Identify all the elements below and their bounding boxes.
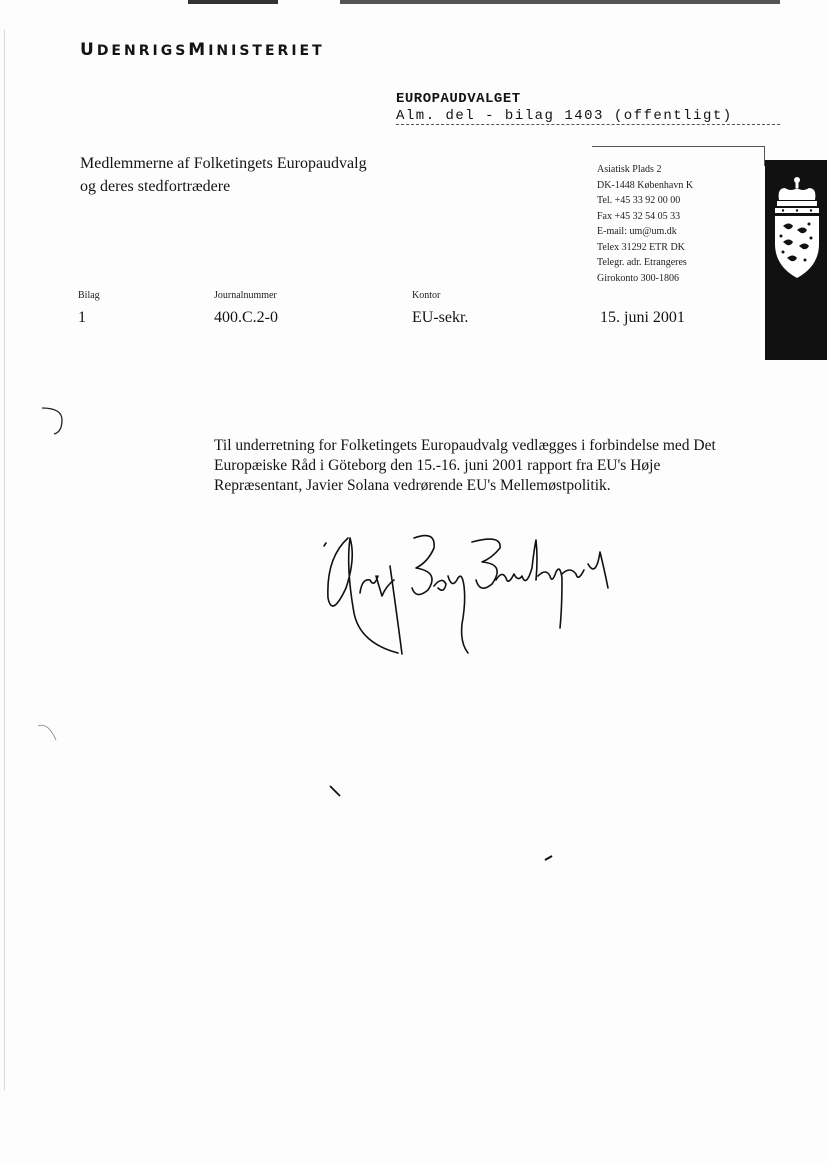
- recipient-block: [80, 152, 367, 198]
- ministry-initial2: M: [188, 40, 209, 60]
- address-line: Asiatisk Plads 2: [597, 164, 662, 175]
- scan-edge-top-right: [340, 0, 780, 4]
- committee-stamp: [396, 91, 733, 124]
- kontor-value: EU-sekr.: [412, 309, 469, 326]
- scan-mark-stroke: [326, 782, 346, 802]
- ministry-letterhead: [80, 40, 325, 60]
- journal-value: 400.C.2-0: [214, 309, 278, 326]
- address-line: Fax +45 32 54 05 33: [597, 210, 681, 222]
- ministry-name-part1: DENRIGS: [96, 43, 189, 59]
- committee-name: EUROPAUDVALGET: [396, 91, 521, 107]
- address-line: Tel. +45 33 92 00 00: [597, 195, 681, 206]
- stamp-underline: [396, 124, 780, 125]
- bilag-label: Bilag: [78, 290, 100, 301]
- letter-body: Til underretning for Folketingets Europaudvalg vedlægges i forbindelse med Det Europæiske Råd i Göteborg den 15.-16. juni 2001 rapport fra EU's Høje Repræsentant, Javier Solana vedrørende EU's Mellemøstpolitik.: [214, 437, 716, 494]
- address-line: Girokonto 300-1806: [597, 272, 679, 284]
- address-line: E-mail: um@um.dk: [597, 226, 677, 237]
- scan-mark-arc: [38, 404, 68, 438]
- kontor-label: Kontor: [412, 290, 441, 301]
- scan-mark-small-arc: [36, 718, 66, 748]
- letter-date: 15. juni 2001: [600, 309, 685, 326]
- ministry-name-part2: INISTERIET: [208, 43, 325, 59]
- address-rule: [592, 146, 764, 147]
- committee-reference: Alm. del - bilag 1403 (offentligt): [396, 108, 733, 124]
- crest-emblem: [771, 174, 823, 284]
- address-line: DK-1448 København K: [597, 179, 694, 191]
- address-line: Telex 31292 ETR DK: [597, 241, 685, 253]
- handwritten-signature: [316, 528, 616, 663]
- recipient-line-2: og deres stedfortrædere: [80, 178, 231, 195]
- journal-label: Journalnummer: [214, 290, 277, 301]
- sender-address: [597, 162, 693, 286]
- scan-edge-top-left: [188, 0, 278, 4]
- royal-coat-of-arms-icon: [765, 160, 827, 360]
- address-line: Telegr. adr. Etrangeres: [597, 257, 687, 268]
- scan-mark-dot: [542, 852, 556, 864]
- scan-margin-line: [4, 30, 5, 1090]
- ministry-initial: U: [80, 40, 97, 60]
- recipient-line-1: Medlemmerne af Folketingets Europaudvalg: [80, 155, 367, 172]
- bilag-value: 1: [78, 309, 86, 326]
